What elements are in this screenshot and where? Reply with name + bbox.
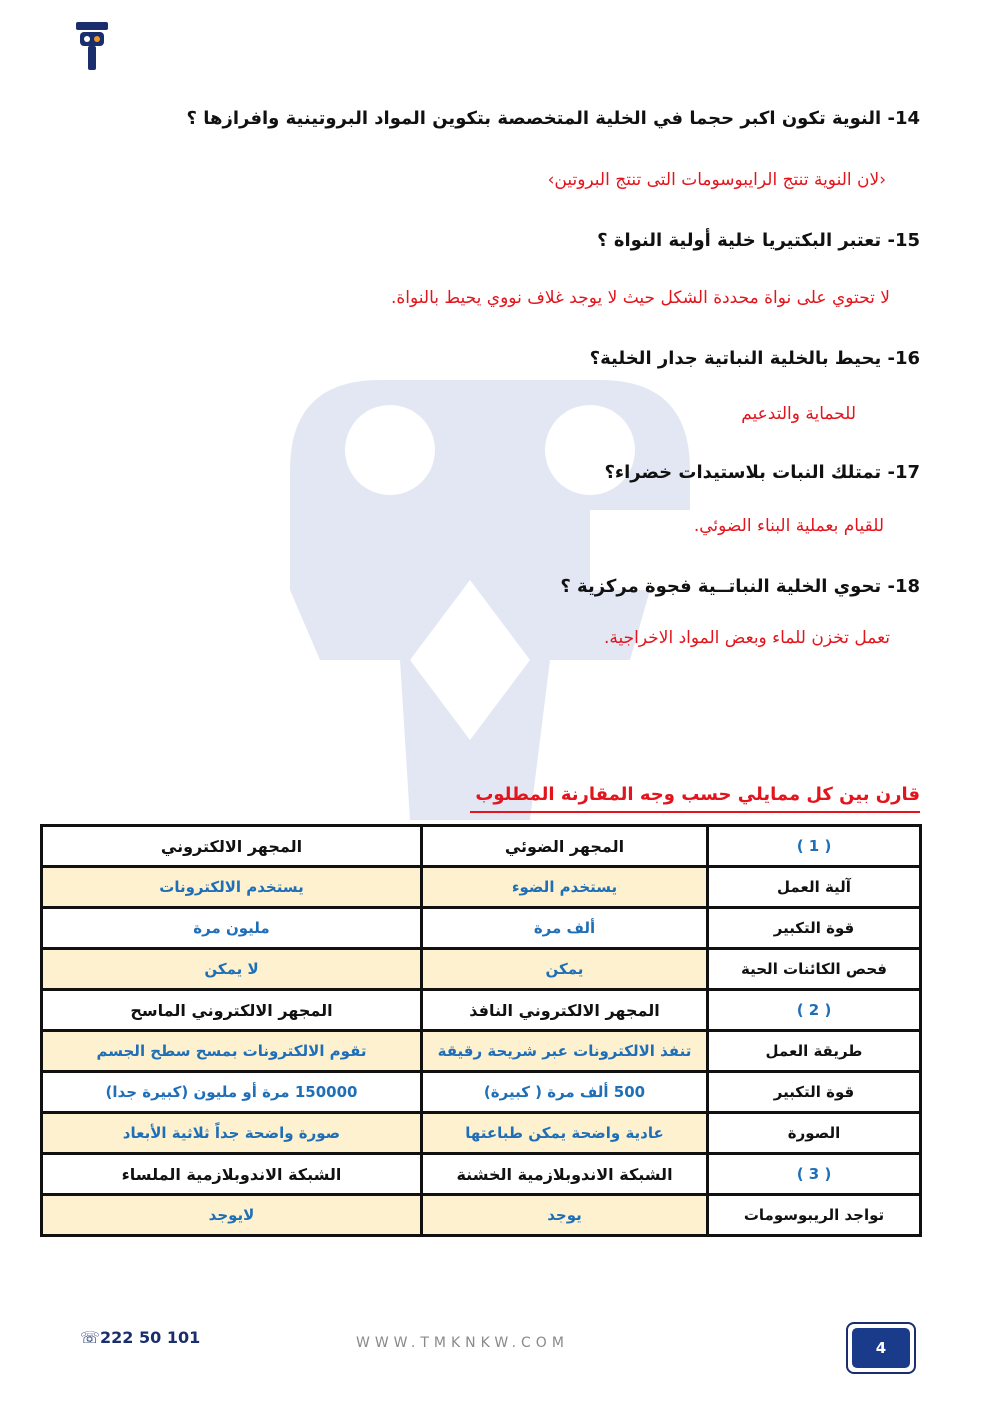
cell-a: ألف مرة (422, 908, 708, 949)
row-label: فحص الكائنات الحية (708, 949, 921, 990)
website-link[interactable]: WWW.TMKNKW.COM (356, 1335, 569, 1351)
answer-14: ‹لان النوية تنتج الرايبوسومات التى تنتج البروتين› (547, 170, 886, 190)
question-14: 14- النوية تكون اكبر حجما في الخلية المتخصصة بتكوين المواد البروتينية وافرازها ؟ (186, 108, 920, 129)
row-label: الصورة (708, 1113, 921, 1154)
table-row (42, 1113, 921, 1154)
section-3-header (42, 1154, 921, 1195)
cell-a: 500 ألف مرة ( كبيرة) (422, 1072, 708, 1113)
section-number: ( 3 ) (708, 1154, 921, 1195)
table-row (42, 908, 921, 949)
cell-a: يستخدم الضوء (422, 867, 708, 908)
cell-b: صورة واضحة جداً ثلاثية الأبعاد (42, 1113, 422, 1154)
row-label: طريقة العمل (708, 1031, 921, 1072)
row-label: قوة التكبير (708, 908, 921, 949)
comparison-table (40, 824, 922, 1237)
answer-18: تعمل تخزن للماء وبعض المواد الاخراجية. (604, 628, 890, 648)
cell-b: تقوم الالكترونات بمسح سطح الجسم (42, 1031, 422, 1072)
section-number: ( 1 ) (708, 826, 921, 867)
section-number: ( 2 ) (708, 990, 921, 1031)
cell-a: عادية واضحة يمكن طباعتها (422, 1113, 708, 1154)
question-15: 15- تعتبر البكتيريا خلية أولية النواة ؟ (597, 230, 920, 251)
question-16: 16- يحيط بالخلية النباتية جدار الخلية؟ (589, 348, 920, 369)
table-row (42, 867, 921, 908)
row-label: آلية العمل (708, 867, 921, 908)
answer-17: للقيام بعملية البناء الضوئي. (693, 516, 884, 536)
cell-a: تنفذ الالكترونات عبر شريحة رقيقة (422, 1031, 708, 1072)
page-number: 4 (852, 1328, 910, 1368)
question-17: 17- تمتلك النبات بلاستيدات خضراء؟ (604, 462, 920, 483)
section-2-header (42, 990, 921, 1031)
cell-b: 150000 مرة أو مليون (كبيرة جدا) (42, 1072, 422, 1113)
section-1-header (42, 826, 921, 867)
title-underline (470, 811, 920, 813)
brand-logo (74, 20, 110, 72)
answer-15: لا تحتوي على نواة محددة الشكل حيث لا يوجد غلاف نووي يحيط بالنواة. (390, 288, 890, 308)
cell-b: مليون مرة (42, 908, 422, 949)
cell-a: يمكن (422, 949, 708, 990)
cell-b: يستخدم الالكترونات (42, 867, 422, 908)
cell-b: لا يمكن (42, 949, 422, 990)
table-row (42, 1072, 921, 1113)
row-label: قوة التكبير (708, 1072, 921, 1113)
question-18: 18- تحوي الخلية النباتــية فجوة مركزية ؟ (560, 576, 920, 597)
column-a-header: الشبكة الاندوبلازمية الخشنة (422, 1154, 708, 1195)
column-b-header: المجهر الالكتروني (42, 826, 422, 867)
column-a-header: المجهر الالكتروني النافذ (422, 990, 708, 1031)
cell-b: لايوجد (42, 1195, 422, 1236)
comparison-title: قارن بين كل ممايلي حسب وجه المقارنة المطلوب (475, 784, 920, 805)
phone-number: ☏222 50 101 (80, 1328, 201, 1347)
cell-a: يوجد (422, 1195, 708, 1236)
row-label: تواجد الريبوسومات (708, 1195, 921, 1236)
answer-16: للحماية والتدعيم (741, 404, 856, 424)
column-a-header: المجهر الضوئي (422, 826, 708, 867)
column-b-header: المجهر الالكتروني الماسح (42, 990, 422, 1031)
page-number-badge (846, 1322, 916, 1374)
table-row (42, 1031, 921, 1072)
column-b-header: الشبكة الاندوبلازمية الملساء (42, 1154, 422, 1195)
table-row (42, 949, 921, 990)
table-row (42, 1195, 921, 1236)
